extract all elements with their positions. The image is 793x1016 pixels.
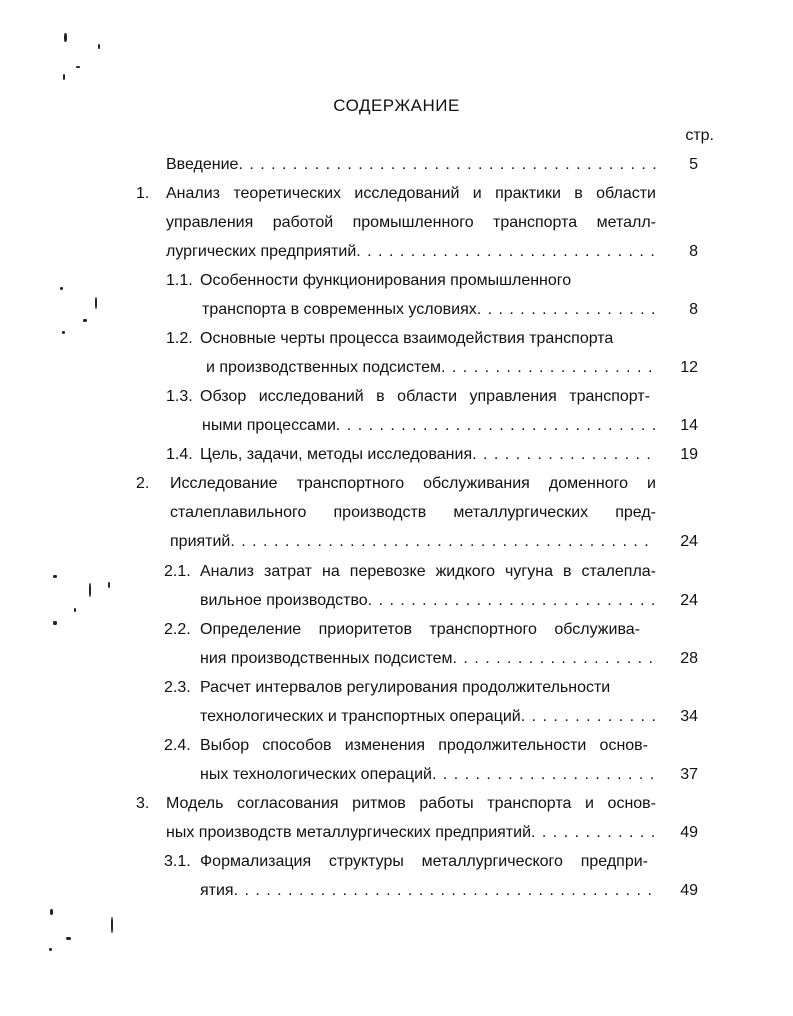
toc-entry-title-line: Выбор способов изменения продолжительности основ- xyxy=(200,737,648,754)
toc-entry-number: 3.1. xyxy=(164,853,191,870)
scan-speck xyxy=(64,33,67,42)
toc-entry-title: Введение xyxy=(166,156,239,173)
toc-entry-title-line xyxy=(206,356,656,380)
toc-entry-title-line: Формализация структуры металлургического предпри- xyxy=(200,853,648,870)
scan-speck xyxy=(83,319,87,322)
scan-speck xyxy=(53,621,57,625)
toc-entry-title-line xyxy=(200,705,656,729)
toc-entry-title: и производственных подсистем xyxy=(206,359,442,376)
scan-speck xyxy=(63,74,65,80)
toc-entry-title-line: управления работой промышленного транспорта металл- xyxy=(166,214,656,231)
leader-dots xyxy=(336,414,656,438)
leader-dots xyxy=(531,821,656,845)
toc-entry-title-line xyxy=(202,298,656,322)
scan-speck xyxy=(53,575,57,578)
toc-entry-page: 28 xyxy=(680,650,698,667)
toc-entry-page: 49 xyxy=(680,882,698,899)
leader-dots xyxy=(238,153,656,177)
leader-dots xyxy=(472,443,656,467)
toc-entry-title-line xyxy=(202,414,656,438)
leader-dots xyxy=(441,356,656,380)
toc-entry-number: 1.4. xyxy=(166,446,193,463)
toc-entry-title-line xyxy=(200,879,656,903)
toc-entry-page: 19 xyxy=(680,446,698,463)
toc-entry-page: 24 xyxy=(680,533,698,550)
scan-speck xyxy=(50,909,53,915)
scan-speck xyxy=(98,44,100,49)
toc-entry-title-line: Обзор исследований в области управления транспорт- xyxy=(200,388,650,405)
toc-entry-title-line: Анализ затрат на перевозке жидкого чугуна в сталепла- xyxy=(200,563,656,580)
toc-entry-page: 12 xyxy=(680,359,698,376)
toc-entry-page: 8 xyxy=(689,301,698,318)
scan-speck xyxy=(60,287,63,290)
scan-speck xyxy=(89,583,91,597)
toc-entry-title-line: Исследование транспортного обслуживания доменного и xyxy=(170,475,656,492)
toc-entry-page: 8 xyxy=(689,243,698,260)
leader-dots xyxy=(356,240,656,264)
scan-speck xyxy=(49,948,52,951)
page-title: СОДЕРЖАНИЕ xyxy=(333,96,460,115)
toc-entry-number: 2.4. xyxy=(164,737,191,754)
toc-entry-title: транспорта в современных условиях xyxy=(202,301,477,318)
toc-entry-number: 2.1. xyxy=(164,563,191,580)
scan-speck xyxy=(76,66,80,68)
toc-entry-title: приятий xyxy=(170,533,231,550)
toc-entry-title-line xyxy=(200,647,656,671)
toc-entry-title-line xyxy=(200,589,656,613)
toc-entry-title: лургических предприятий xyxy=(166,243,357,260)
leader-dots xyxy=(230,530,648,554)
toc-entry-number: 1. xyxy=(136,185,150,202)
scan-speck xyxy=(95,297,97,309)
toc-entry-title: технологических и транспортных операций xyxy=(200,708,521,725)
scan-speck xyxy=(108,582,110,588)
toc-entry-title: ных технологических операций xyxy=(200,766,432,783)
toc-entry-title-line xyxy=(170,530,648,554)
toc-entry-page: 49 xyxy=(680,824,698,841)
toc-entry-title: Цель, задачи, методы исследования xyxy=(200,446,473,463)
toc-entry-number: 1.2. xyxy=(166,330,193,347)
scan-speck xyxy=(111,917,113,933)
page-column-header: стр. xyxy=(685,127,714,144)
scan-speck xyxy=(66,937,71,940)
scan-speck xyxy=(74,608,76,612)
toc-entry-title-line xyxy=(166,240,656,264)
toc-entry-title: ных производств металлургических предприятий xyxy=(166,824,531,841)
toc-entry-page: 34 xyxy=(680,708,698,725)
toc-entry-number: 2.3. xyxy=(164,679,191,696)
leader-dots xyxy=(521,705,656,729)
toc-entry-intro xyxy=(166,153,656,177)
toc-entry-number: 3. xyxy=(136,795,150,812)
toc-entry-title-line xyxy=(200,443,656,467)
toc-entry-title-line xyxy=(166,821,656,845)
toc-entry-number: 1.3. xyxy=(166,388,193,405)
toc-entry-number: 2.2. xyxy=(164,621,191,638)
toc-entry-title-line: Анализ теоретических исследований и практики в области xyxy=(166,185,656,202)
toc-entry-page: 37 xyxy=(680,766,698,783)
toc-entry-title-line: Особенности функционирования промышленного xyxy=(200,272,572,289)
toc-entry-title-line: Определение приоритетов транспортного обслужива- xyxy=(200,621,640,638)
leader-dots xyxy=(453,647,656,671)
toc-entry-title-line: Расчет интервалов регулирования продолжительности xyxy=(200,679,611,696)
toc-entry-title-line: Основные черты процесса взаимодействия транспорта xyxy=(200,330,614,347)
toc-entry-title: ятия xyxy=(200,882,234,899)
toc-entry-title: вильное производство xyxy=(200,592,368,609)
leader-dots xyxy=(432,763,656,787)
toc-entry-title: ния производственных подсистем xyxy=(200,650,453,667)
toc-entry-number: 2. xyxy=(136,475,150,492)
toc-entry-title: ными процессами xyxy=(202,417,336,434)
toc-entry-page: 14 xyxy=(680,417,698,434)
leader-dots xyxy=(477,298,656,322)
toc-entry-number: 1.1. xyxy=(166,272,193,289)
toc-entry-page: 24 xyxy=(680,592,698,609)
scan-speck xyxy=(62,331,65,334)
toc-entry-title-line xyxy=(200,763,656,787)
leader-dots xyxy=(234,879,656,903)
toc-entry-title-line: сталеплавильного производств металлургических пред- xyxy=(170,504,656,521)
toc-entry-page: 5 xyxy=(689,156,698,173)
leader-dots xyxy=(368,589,656,613)
toc-entry-title-line: Модель согласования ритмов работы транспорта и основ- xyxy=(166,795,656,812)
